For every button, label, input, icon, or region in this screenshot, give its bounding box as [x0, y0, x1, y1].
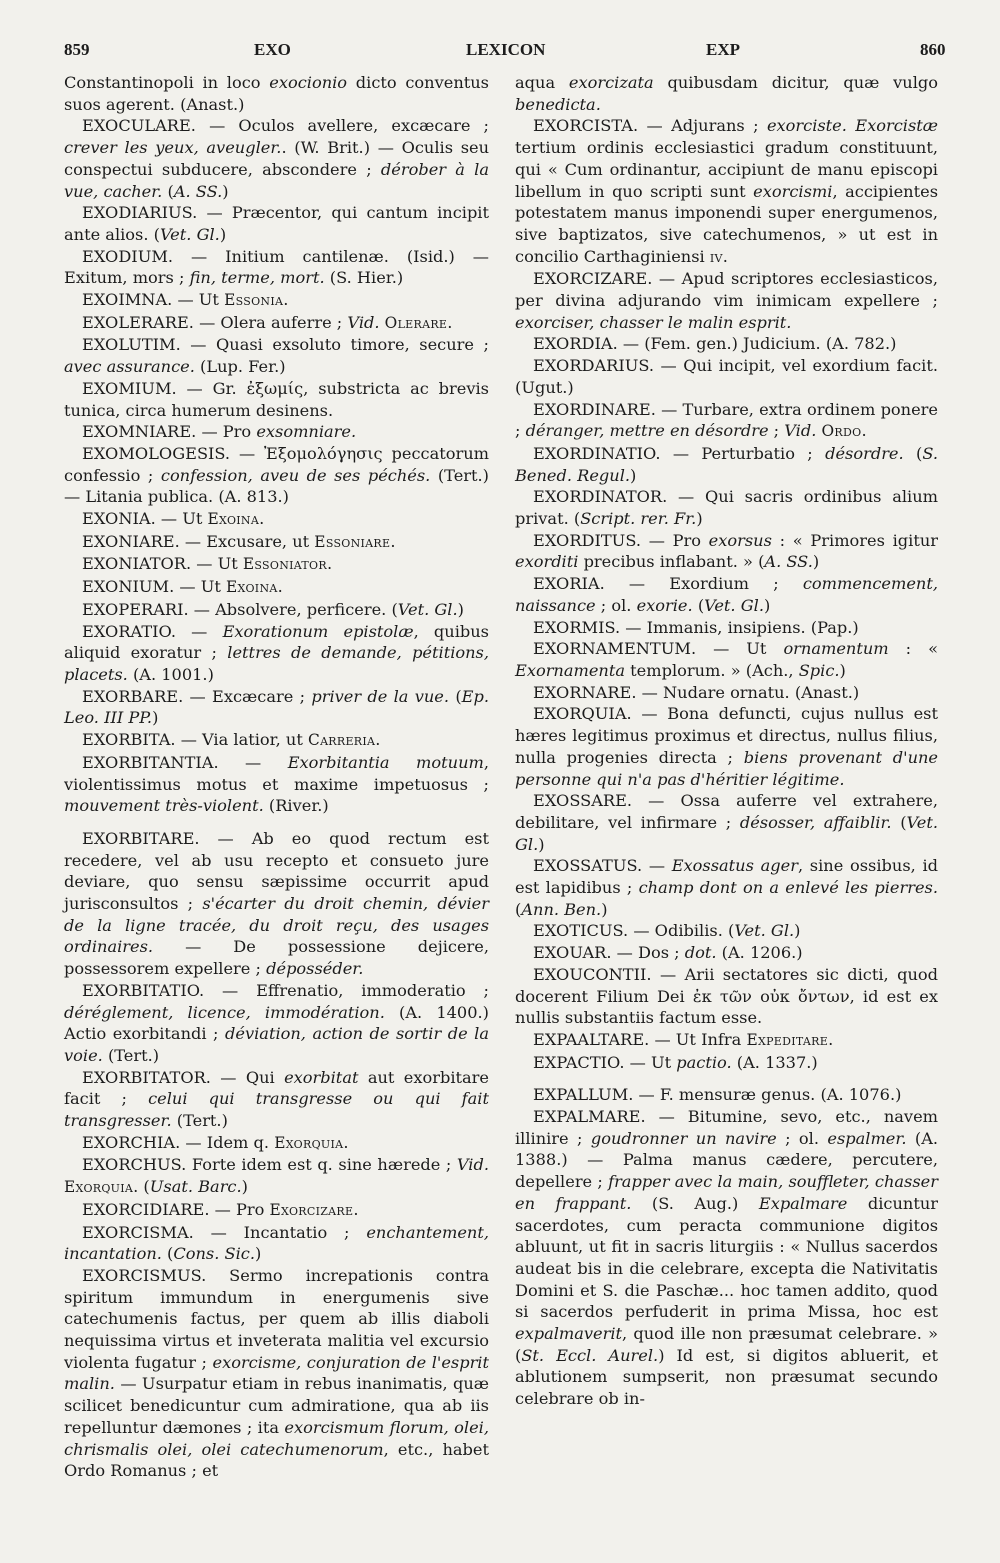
dictionary-entry: EXORDINARE. — Turbare, extra ordinem ponere ; déranger, mettre en désordre ; Vid. Ordo. — [515, 399, 938, 441]
dictionary-entry: EXORDINATIO. — Perturbatio ; désordre. (S. Bened. Regul.) — [515, 443, 938, 485]
page-number-right: 860 — [920, 40, 946, 59]
dictionary-entry: EXODIARIUS. — Præcentor, qui cantum incipit ante alios. (Vet. Gl.) — [64, 203, 489, 244]
page-number-left: 859 — [64, 40, 90, 59]
dictionary-entry: EXORCIZARE. — Apud scriptores ecclesiasticos, per divina adjurando vim inimicam expellere ; exorciser, chasser le malin esprit. — [515, 269, 938, 332]
dictionary-entry: EXORCHUS. Forte idem est q. sine hærede ; Vid. Exorquia. (Usat. Barc.) — [64, 1155, 489, 1197]
header-guide-left: EXO — [254, 40, 291, 59]
dictionary-entry: EXOMNIARE. — Pro exsomniare. — [82, 422, 357, 442]
dictionary-entry: EXORCISMA. — Incantatio ; enchantement, incantation. (Cons. Sic.) — [64, 1222, 489, 1264]
left-column — [64, 72, 489, 1482]
dictionary-entry: EXORBITATIO. — Effrenatio, immoderatio ; déréglement, licence, immodération. (A. 1400.) Actio exorbitandi ; déviation, action de sortir de la voie. (Tert.) — [64, 980, 489, 1065]
dictionary-entry: Constantinopoli in loco exocionio dicto conventus suos agerent. (Anast.) — [64, 73, 489, 114]
dictionary-entry: EXPAALTARE. — Ut Infra Expeditare. — [533, 1029, 834, 1049]
dictionary-entry: EXOMOLOGESIS. — Ἐξομολόγησις peccatorum confessio ; confession, aveu de ses péchés. (Tert.) — Litania publica. (A. 813.) — [64, 443, 489, 507]
dictionary-entry: EXPALLUM. — F. mensuræ genus. (A. 1076.) — [533, 1085, 902, 1105]
dictionary-entry: EXOTICUS. — Odibilis. (Vet. Gl.) — [533, 921, 801, 941]
dictionary-entry: EXORCISMUS. Sermo increpationis contra spiritum immundum in energumenis sive catechumenis factus, per quem ab illis diaboli nequissima virtus et inveterata malitia vel excursio violenta fugatur ; exorcisme, conjuration de l'esprit malin. — Usurpatur etiam in rebus inanimatis, quæ scilicet benedicuntur cum admiratione, qua ab iis repelluntur dæmones ; ita exorcismum florum, olei, chrismalis olei, olei catechumenorum, etc., habet Ordo Romanus ; et — [64, 1265, 490, 1481]
dictionary-entry: EXOIMNA. — Ut Essonia. — [82, 290, 289, 310]
dictionary-entry: EXORDARIUS. — Qui incipit, vel exordium facit. (Ugut.) — [515, 356, 938, 397]
dictionary-entry: EXORQUIA. — Bona defuncti, cujus nullus est hæres legitimus proximus et directus, nullus filius, nulla progenies directa ; biens provenant d'une personne qui n'a pas d'héritier légitime. — [515, 704, 939, 789]
dictionary-entry: EXORIA. — Exordium ; commencement, naissance ; ol. exorie. (Vet. Gl.) — [515, 574, 938, 615]
dictionary-entry: EXORBITATOR. — Qui exorbitat aut exorbitare facit ; celui qui transgresse ou qui fait transgresser. (Tert.) — [64, 1067, 489, 1131]
dictionary-entry: EXORBITANTIA. — Exorbitantia motuum, violentissimus motus et maxime impetuosus ; mouvement très-violent. (River.) — [64, 752, 489, 816]
dictionary-entry: EXOSSARE. — Ossa auferre vel extrahere, debilitare, vel infirmare ; désosser, affaiblir. (Vet. Gl.) — [515, 791, 938, 854]
dictionary-entry: EXOLUTIM. — Quasi exsoluto timore, secure ; avec assurance. (Lup. Fer.) — [64, 335, 489, 377]
dictionary-entry: EXORCIDIARE. — Pro Exorcizare. — [82, 1199, 359, 1219]
right-column — [515, 72, 938, 1410]
dictionary-entry: EXORDIA. — (Fem. gen.) Judicium. (A. 782.) — [533, 334, 897, 354]
running-header — [64, 40, 954, 70]
dictionary-entry: EXORDINATOR. — Qui sacris ordinibus alium privat. (Script. rer. Fr.) — [515, 487, 938, 529]
dictionary-entry: EXORNARE. — Nudare ornatu. (Anast.) — [533, 682, 860, 702]
dictionary-entry: EXORATIO. — Exorationum epistolæ, quibus aliquid exoratur ; lettres de demande, pétitions, placets. (A. 1001.) — [64, 621, 489, 684]
dictionary-entry: EXOUCONTII. — Arii sectatores sic dicti, quod docerent Filium Dei ἐκ τῶν οὐκ ὄντων, id est ex nullis substantiis factum esse. — [515, 964, 938, 1028]
dictionary-entry: EXOMIUM. — Gr. ἐξωμίς, substricta ac brevis tunica, circa humerum desinens. — [64, 378, 489, 420]
dictionary-entry: EXORMIS. — Immanis, insipiens. (Pap.) — [533, 617, 859, 637]
dictionary-entry: EXOSSATUS. — Exossatus ager, sine ossibus, id est lapidibus ; champ dont on a enlevé les pierres. (Ann. Ben.) — [515, 856, 939, 919]
dictionary-entry: EXORNAMENTUM. — Ut ornamentum : « Exornamenta templorum. » (Ach., Spic.) — [515, 639, 939, 680]
dictionary-entry: EXONIARE. — Excusare, ut Essoniare. — [82, 531, 396, 551]
dictionary-entry: EXORBITARE. — Ab eo quod rectum est recedere, vel ab usu recepto et consueto jure deviare, quo sensu sæpissime occurrit apud jurisconsultos ; s'écarter du droit chemin, dévier de la ligne tracée, du droit reçu, des usages ordinaires. — De possessione dejicere, possessorem expellere ; déposséder. — [64, 828, 489, 979]
dictionary-entry: EXONIA. — Ut Exoina. — [82, 509, 265, 529]
dictionary-entry: aqua exorcizata quibusdam dicitur, quæ vulgo benedicta. — [515, 73, 938, 114]
dictionary-entry: EXORBARE. — Excæcare ; priver de la vue. (Ep. Leo. III PP.) — [64, 686, 489, 728]
dictionary-entry: EXORCISTA. — Adjurans ; exorciste. Exorcistæ tertium ordinis ecclesiastici gradum constituunt, qui « Cum ordinantur, accipiunt de manu episcopi libellum in quo scripti sunt exorcismi, accipientes potestatem manus imponendi super energumenos, sive baptizatos, sive catechumenos, » ut est in concilio Carthaginiensi iv. — [515, 116, 938, 266]
dictionary-entry: EXOCULARE. — Oculos avellere, excæcare ; crever les yeux, aveugler.. (W. Brit.) — Oculis seu conspectui subducere, abscondere ; dérober à la vue, cacher. (A. SS.) — [64, 116, 490, 201]
dictionary-entry: EXONIATOR. — Ut Essoniator. — [82, 554, 333, 574]
dictionary-entry: EXORCHIA. — Idem q. Exorquia. — [82, 1132, 349, 1152]
dictionary-entry: EXOPERARI. — Absolvere, perficere. (Vet. Gl.) — [82, 599, 464, 619]
dictionary-entry: EXPACTIO. — Ut pactio. (A. 1337.) — [533, 1052, 818, 1072]
dictionary-entry: EXONIUM. — Ut Exoina. — [82, 577, 283, 597]
dictionary-entry: EXORBITA. — Via latior, ut Carreria. — [82, 730, 381, 750]
dictionary-entry: EXOUAR. — Dos ; dot. (A. 1206.) — [533, 943, 803, 963]
dictionary-entry: EXODIUM. — Initium cantilenæ. (Isid.) — Exitum, mors ; fin, terme, mort. (S. Hier.) — [64, 246, 489, 288]
dictionary-entry: EXOLERARE. — Olera auferre ; Vid. Olerare. — [82, 312, 453, 332]
header-guide-right: EXP — [706, 40, 740, 59]
header-title: LEXICON — [466, 40, 546, 59]
dictionary-entry: EXPALMARE. — Bitumine, sevo, etc., navem illinire ; goudronner un navire ; ol. espalmer. (A. 1388.) — Palma manus cædere, percutere, depellere ; frapper avec la main, souffleter, chasser en frappant. (S. Aug.) Expalmare dicuntur sacerdotes, cum peracta communione digitos abluunt, ut fit in sacris liturgiis : « Nullus sacerdos audeat bis in die celebrare, excepta die Nativitatis Domini et S. die Paschæ... hoc tamen addito, quod si sacerdos perfuderit in prima Missa, hoc est expalmaverit, quod ille non præsumat celebrare. » (St. Eccl. Aurel.) Id est, si digitos abluerit, et ablutionem sumpserit, non præsumat secundo celebrare ob in- — [515, 1107, 939, 1409]
dictionary-entry: EXORDITUS. — Pro exorsus : « Primores igitur exorditi precibus inflabant. » (A. SS.) — [515, 530, 938, 572]
